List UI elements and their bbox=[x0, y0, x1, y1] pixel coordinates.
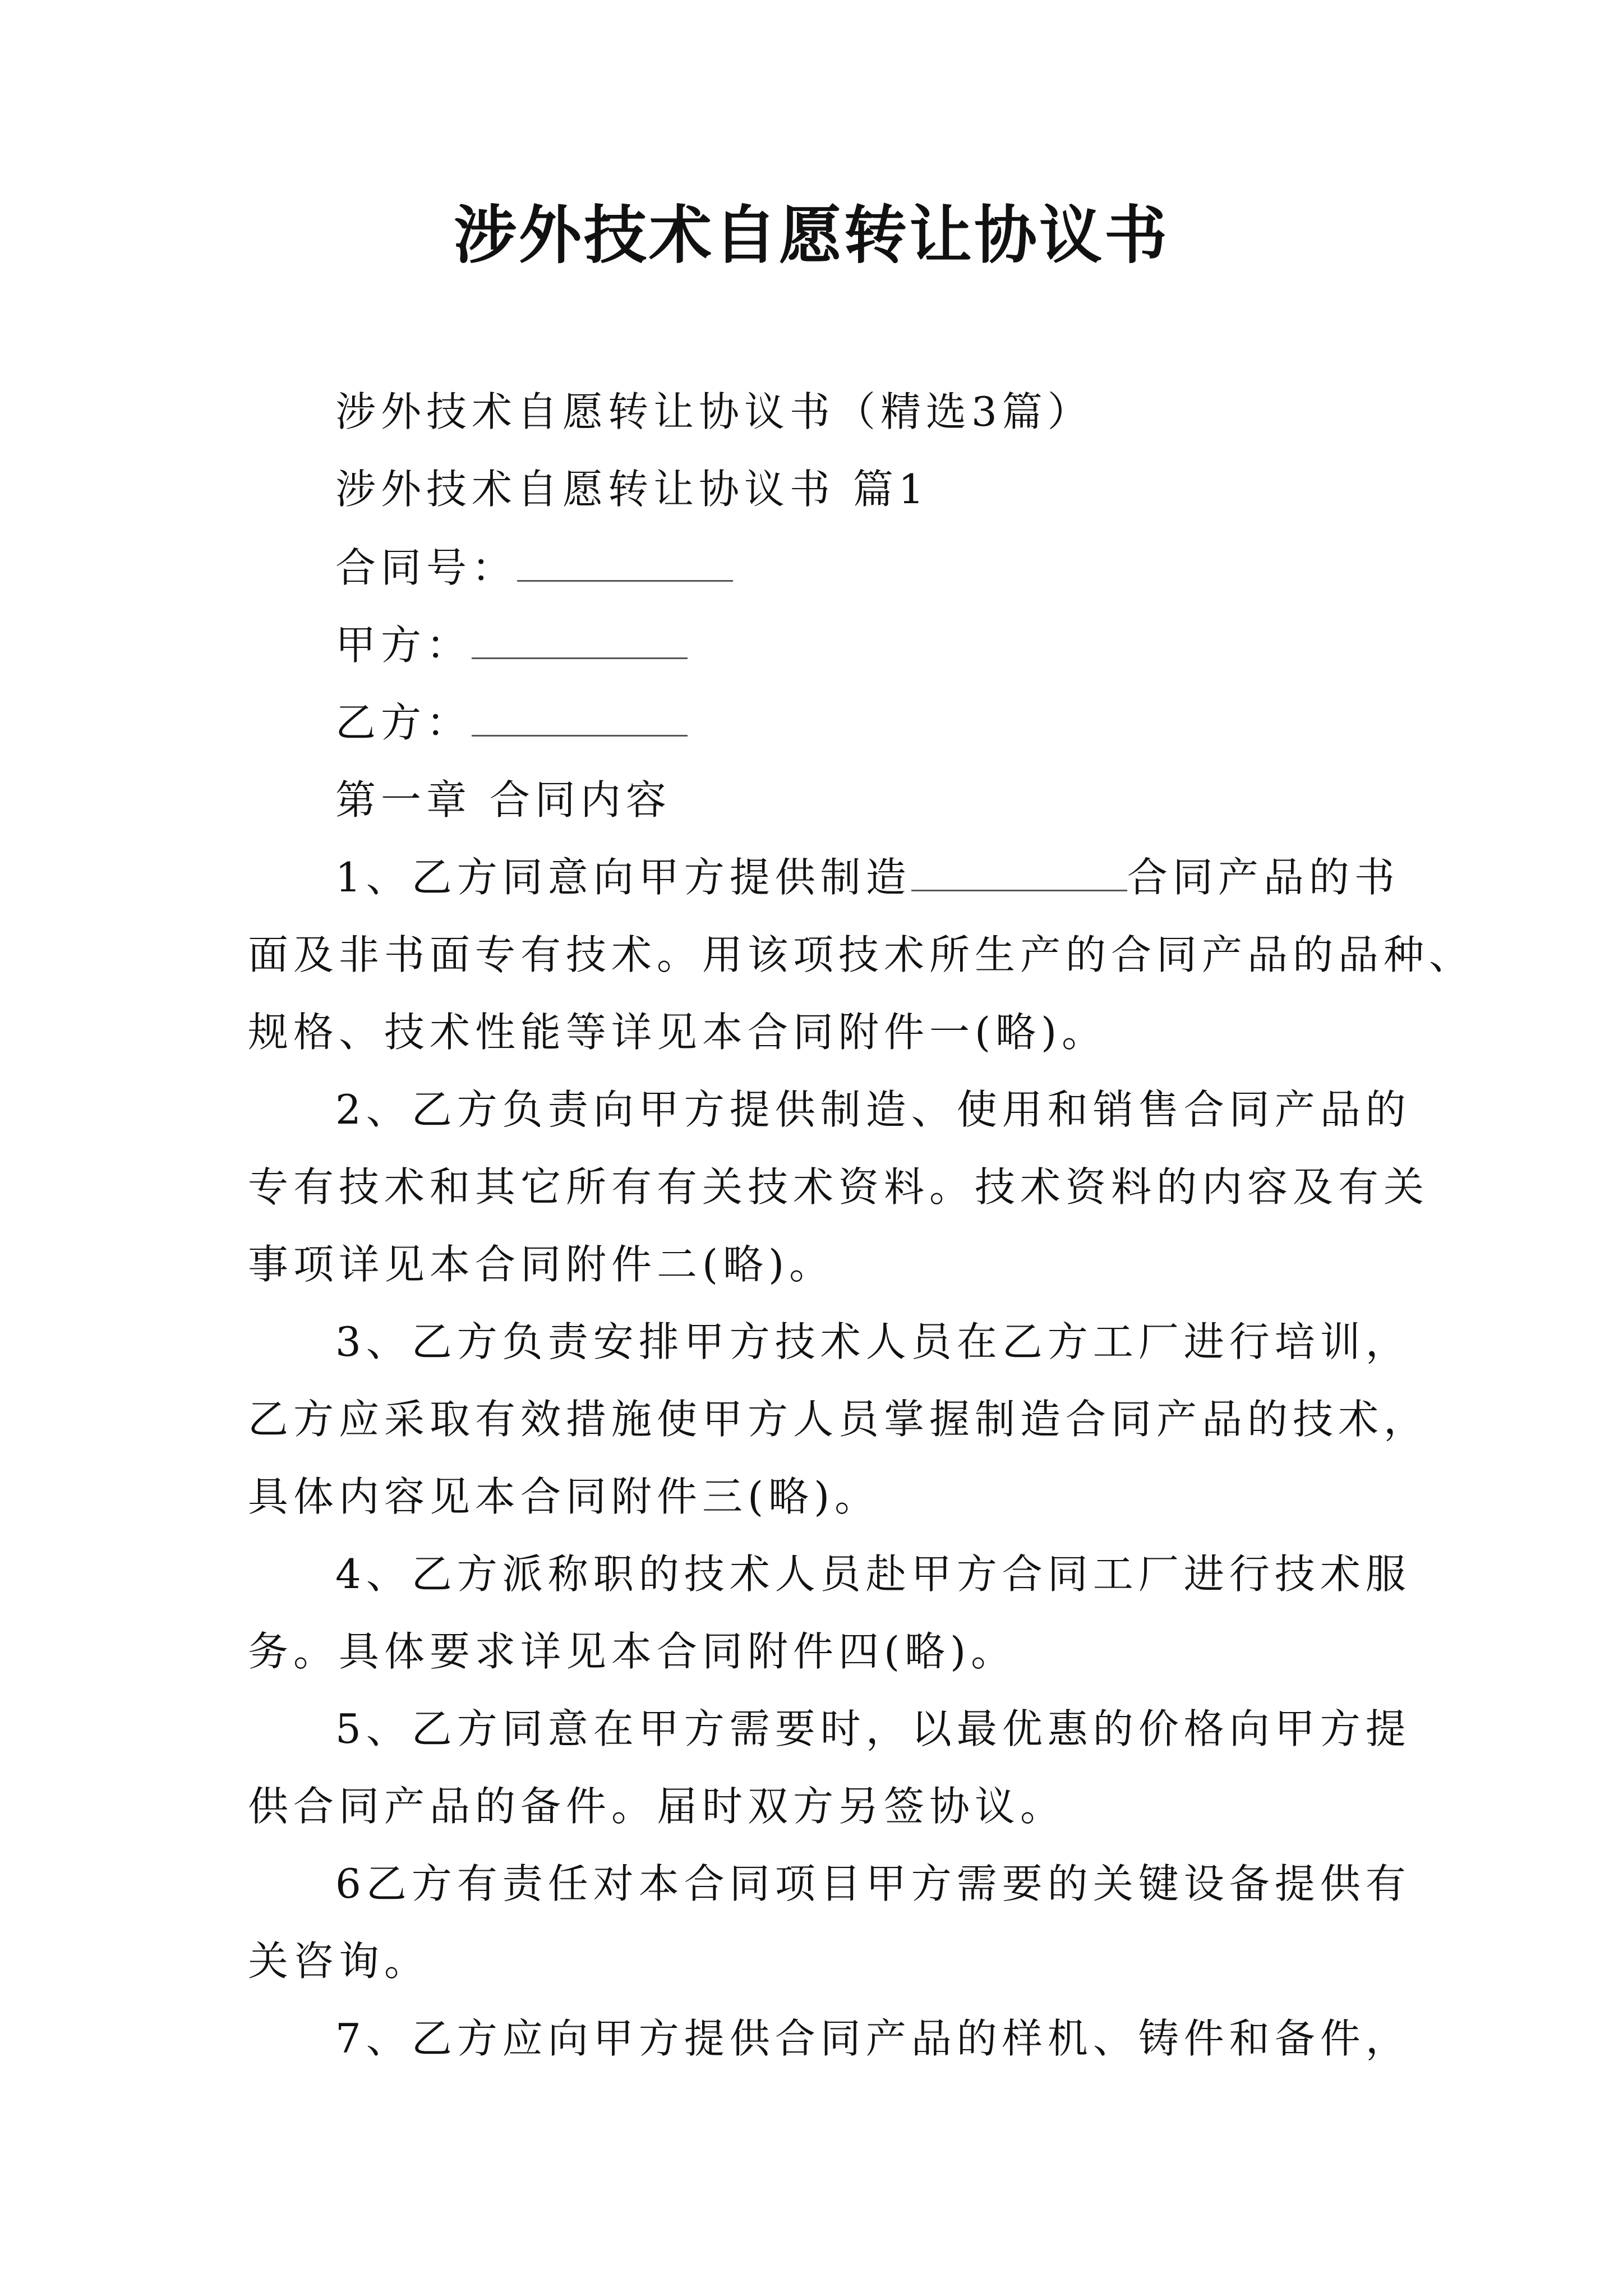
clause-2-line-3: 事项详见本合同附件二(略)。 bbox=[248, 1241, 835, 1288]
clause-4-line-2: 务。具体要求详见本合同附件四(略)。 bbox=[248, 1628, 1017, 1675]
clause-1-text-before-blank: 1、乙方同意向甲方提供制造 bbox=[335, 854, 911, 901]
clause-4-line-1: 4、乙方派称职的技术人员赴甲方合同工厂进行技术服 bbox=[335, 1550, 1411, 1598]
contract-number-field bbox=[335, 540, 733, 596]
clause-2-line-2: 专有技术和其它所有有关技术资料。技术资料的内容及有关 bbox=[248, 1163, 1430, 1211]
section-heading: 涉外技术自愿转让协议书 篇1 bbox=[335, 466, 929, 513]
document-title: 涉外技术自愿转让协议书 bbox=[454, 199, 1169, 272]
party-b-blank bbox=[472, 702, 688, 737]
clause-1-line-1 bbox=[335, 849, 1400, 905]
clause-3-line-3: 具体内容见本合同附件三(略)。 bbox=[248, 1473, 880, 1520]
clause-6-line-1: 6乙方有责任对本合同项目甲方需要的关键设备提供有 bbox=[335, 1860, 1411, 1907]
chapter-heading: 第一章 合同内容 bbox=[335, 776, 671, 823]
party-a-field bbox=[335, 617, 688, 673]
clause-2-line-1: 2、乙方负责向甲方提供制造、使用和销售合同产品的 bbox=[335, 1086, 1411, 1133]
clause-3-line-1: 3、乙方负责安排甲方技术人员在乙方工厂进行培训， bbox=[335, 1318, 1411, 1365]
clause-1-line-3: 规格、技术性能等详见本合同附件一(略)。 bbox=[248, 1009, 1108, 1056]
clause-6-line-2: 关咨询。 bbox=[248, 1938, 430, 1985]
clause-3-line-2: 乙方应采取有效措施使甲方人员掌握制造合同产品的技术， bbox=[248, 1396, 1430, 1443]
contract-number-label: 合同号： bbox=[335, 544, 518, 591]
clause-5-line-2: 供合同产品的备件。届时双方另签协议。 bbox=[248, 1783, 1066, 1830]
party-b-field bbox=[335, 694, 688, 751]
clause-1-text-after-blank: 合同产品的书 bbox=[1127, 854, 1400, 901]
party-a-label: 甲方： bbox=[335, 622, 472, 669]
subtitle: 涉外技术自愿转让协议书（精选3篇） bbox=[335, 388, 1093, 435]
clause-7-line-1: 7、乙方应向甲方提供合同产品的样机、铸件和备件， bbox=[335, 2015, 1411, 2062]
clause-1-line-2: 面及非书面专有技术。用该项技术所生产的合同产品的品种、 bbox=[248, 931, 1475, 978]
party-b-label: 乙方： bbox=[335, 699, 472, 746]
product-name-blank bbox=[911, 857, 1127, 891]
contract-number-blank bbox=[517, 547, 733, 582]
party-a-blank bbox=[472, 625, 688, 659]
clause-5-line-1: 5、乙方同意在甲方需要时，以最优惠的价格向甲方提 bbox=[335, 1705, 1411, 1752]
